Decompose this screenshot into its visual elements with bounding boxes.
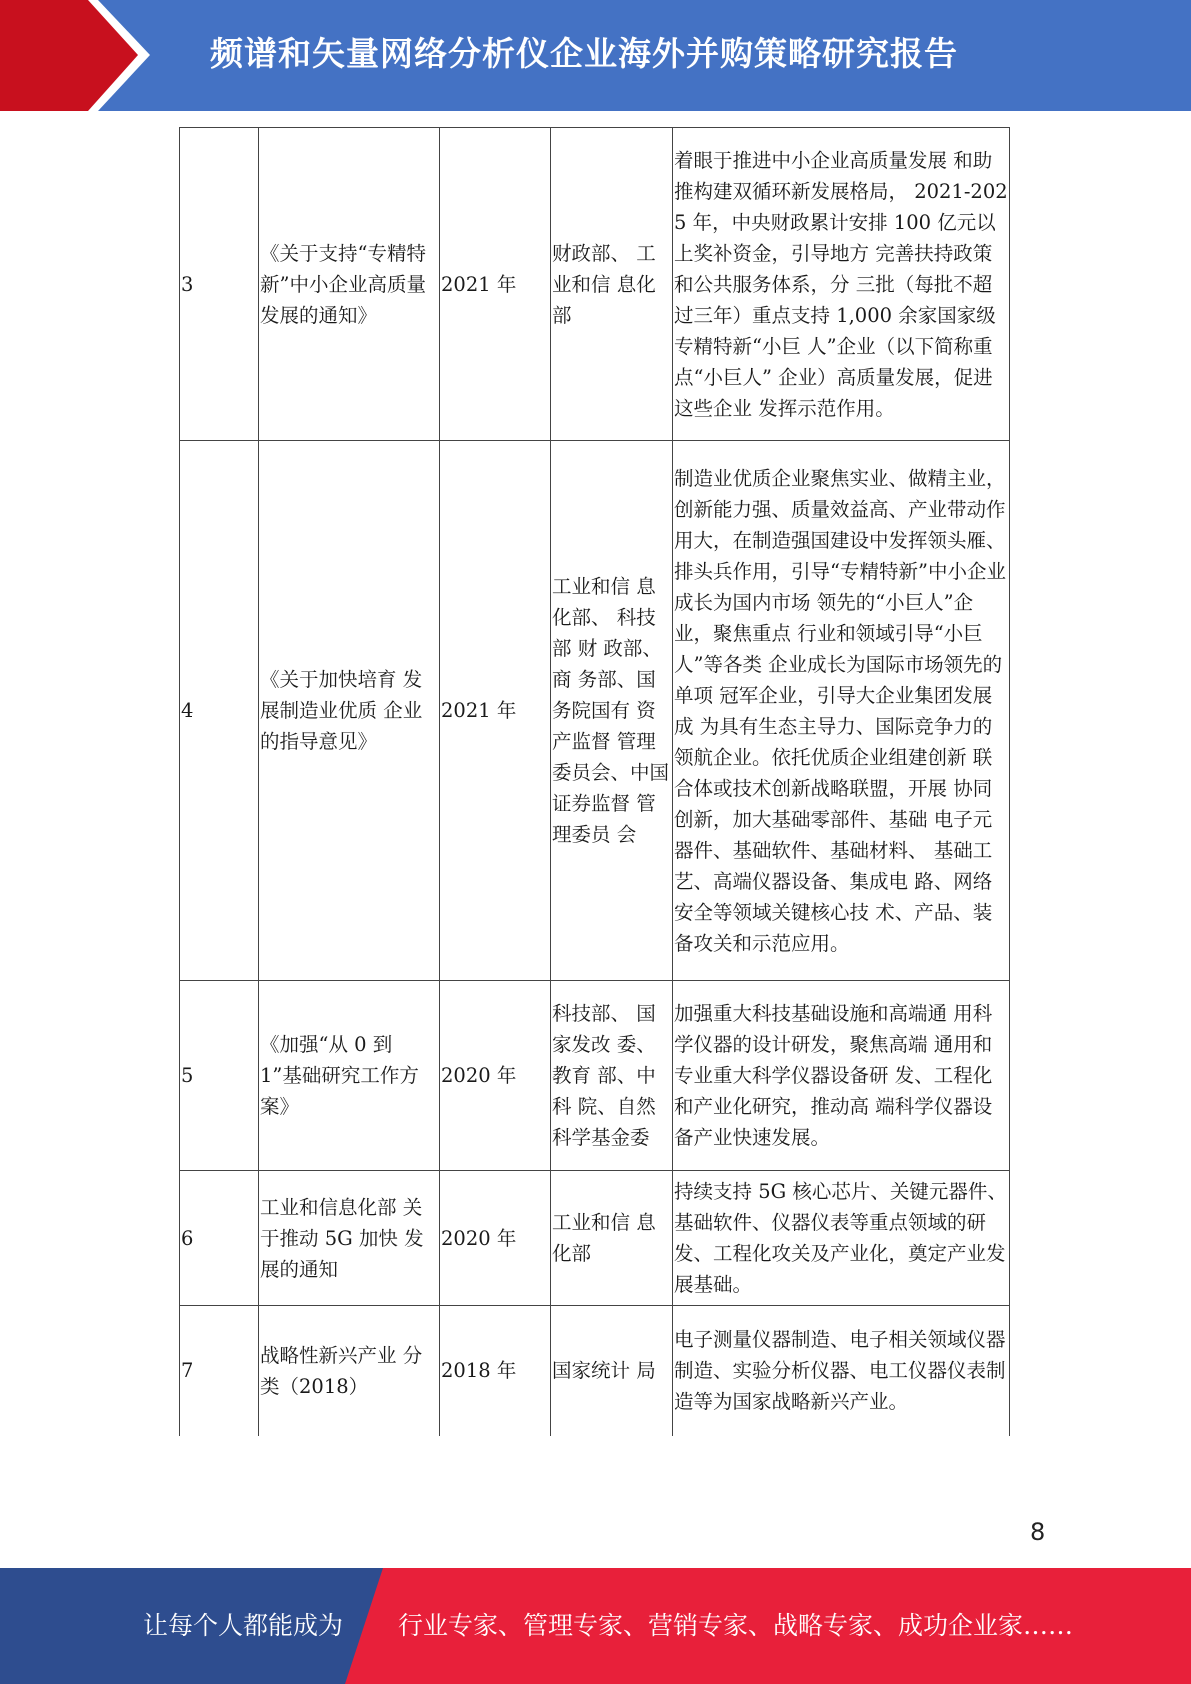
policy-name: 《关于支持“专精特新”中小企业高质量发展的通知》 — [259, 128, 440, 441]
row-number: 6 — [180, 1171, 259, 1306]
page-number: 8 — [1030, 1518, 1046, 1546]
policy-table — [179, 127, 1010, 1436]
header-chevron-icon — [0, 0, 150, 111]
footer-slogan-left: 让每个人都能成为 — [143, 1611, 344, 1640]
policy-name: 《关于加快培育 发展制造业优质 企业的指导意见》 — [259, 441, 440, 981]
policy-content: 着眼于推进中小企业高质量发展 和助推构建双循环新发展格局， 2021-2025 年，中央财政累计安排 100 亿元以上奖补资金，引导地方 完善扶持政策和公共服务体系，分 三批（每批不超过三年）重点支持 1,000 余家国家级专精特新“小巨 人”企业（以下简称重点“小巨人” 企业）高质量发展，促进这些企业 发挥示范作用。 — [673, 128, 1010, 441]
table-row — [180, 1171, 1010, 1306]
policy-content: 制造业优质企业聚焦实业、做精主业，创新能力强、质量效益高、产业带动作用大，在制造强国建设中发挥领头雁、排头兵作用，引导“专精特新”中小企业成长为国内市场 领先的“小巨人”企业，聚焦重点 行业和领域引导“小巨人”等各类 企业成长为国际市场领先的单项 冠军企业，引导大企业集团发展成 为具有生态主导力、国际竞争力的 领航企业。依托优质企业组建创新 联合体或技术创新战略联盟，开展 协同创新，加大基础零部件、基础 电子元器件、基础软件、基础材料、 基础工艺、高端仪器设备、集成电 路、网络安全等领域关键核心技 术、产品、装备攻关和示范应用。 — [673, 441, 1010, 981]
table-row — [180, 1306, 1010, 1436]
row-number: 5 — [180, 981, 259, 1171]
policy-year: 2021 年 — [440, 441, 551, 981]
policy-year: 2018 年 — [440, 1306, 551, 1436]
policy-content: 电子测量仪器制造、电子相关领域仪器制造、实验分析仪器、电工仪器仪表制造等为国家战略新兴产业。 — [673, 1306, 1010, 1436]
policy-name: 战略性新兴产业 分类（2018） — [259, 1306, 440, 1436]
issuing-department: 工业和信 息化部、 科技部 财 政部、商 务部、国 务院国有 资产监督 管理委员会、中国 证券监督 管理委员 会 — [551, 441, 673, 981]
footer-slogan-right: 行业专家、管理专家、营销专家、战略专家、成功企业家…… — [398, 1611, 1074, 1640]
policy-year: 2020 年 — [440, 1171, 551, 1306]
policy-content: 持续支持 5G 核心芯片、关键元器件、基础软件、仪器仪表等重点领域的研发、工程化攻关及产业化，奠定产业发展基础。 — [673, 1171, 1010, 1306]
table-row — [180, 981, 1010, 1171]
row-number: 7 — [180, 1306, 259, 1436]
issuing-department: 科技部、 国家发改 委、教育 部、中科 院、自然科学基金委 — [551, 981, 673, 1171]
policy-name: 《加强“从 0 到 1”基础研究工作方案》 — [259, 981, 440, 1171]
issuing-department: 国家统计 局 — [551, 1306, 673, 1436]
policy-year: 2021 年 — [440, 128, 551, 441]
report-header — [0, 0, 1191, 111]
issuing-department: 工业和信 息化部 — [551, 1171, 673, 1306]
issuing-department: 财政部、 工业和信 息化部 — [551, 128, 673, 441]
policy-content: 加强重大科技基础设施和高端通 用科学仪器的设计研发，聚焦高端 通用和专业重大科学仪器设备研 发、工程化和产业化研究，推动高 端科学仪器设备产业快速发展。 — [673, 981, 1010, 1171]
report-title: 频谱和矢量网络分析仪企业海外并购策略研究报告 — [210, 34, 958, 73]
row-number: 4 — [180, 441, 259, 981]
table-row — [180, 441, 1010, 981]
row-number: 3 — [180, 128, 259, 441]
report-footer — [0, 1568, 1191, 1684]
policy-year: 2020 年 — [440, 981, 551, 1171]
table-row — [180, 128, 1010, 441]
policy-name: 工业和信息化部 关于推动 5G 加快 发展的通知 — [259, 1171, 440, 1306]
